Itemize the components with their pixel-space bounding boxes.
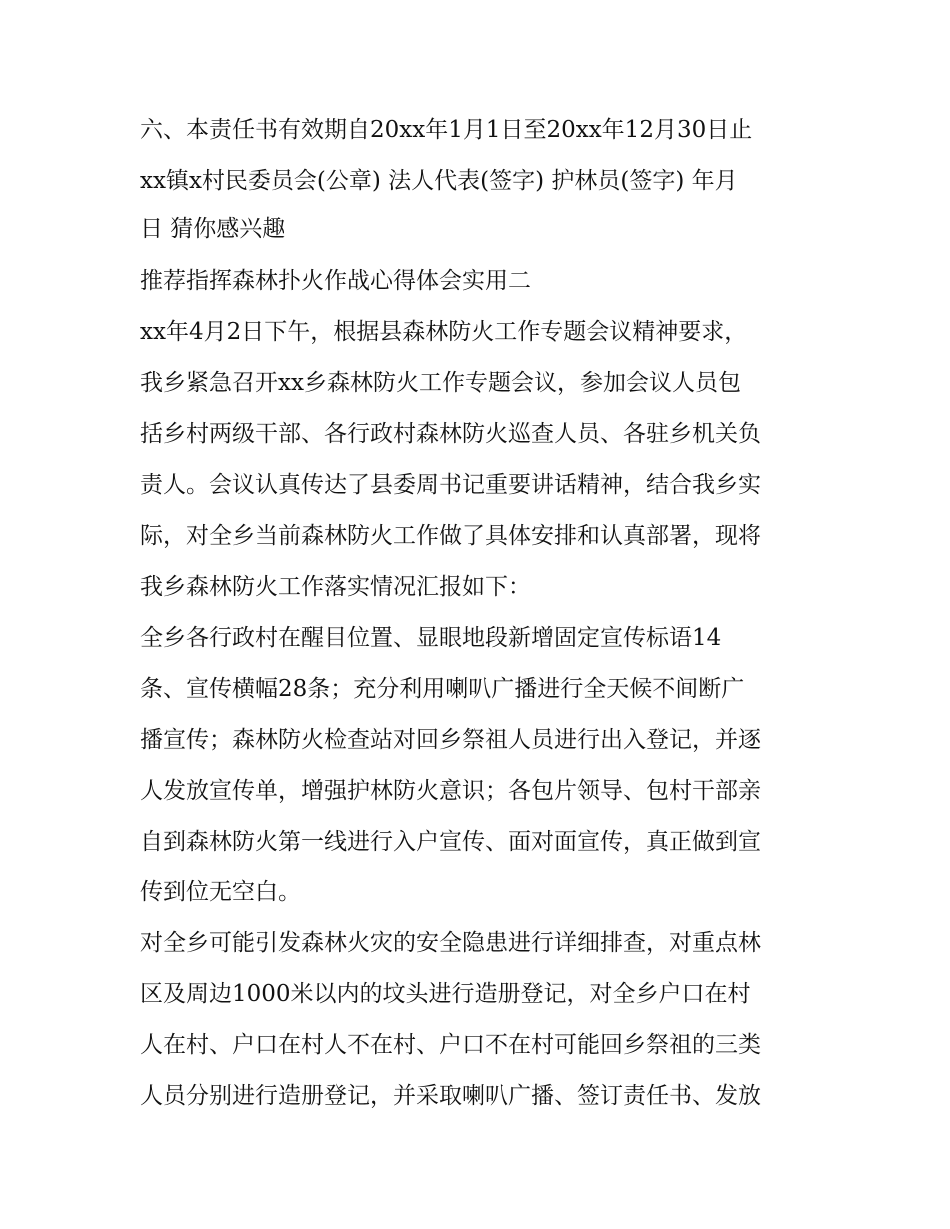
text-line: 括乡村两级干部、各行政村森林防火巡查人员、各驻乡机关负 bbox=[140, 421, 761, 447]
text-line: 我乡紧急召开xx乡森林防火工作专题会议，参加会议人员包 bbox=[140, 370, 741, 396]
text-line: xx年4月2日下午，根据县森林防火工作专题会议精神要求， bbox=[140, 319, 748, 345]
text-line: 播宣传；森林防火检查站对回乡祭祖人员进行出入登记，并逐 bbox=[140, 727, 761, 753]
text-line: 传到位无空白。 bbox=[140, 879, 301, 905]
text-line: 推荐指挥森林扑火作战心得体会实用二 bbox=[140, 268, 531, 294]
text-line: xx镇x村民委员会(公章) 法人代表(签字) 护林员(签字) 年月 bbox=[140, 168, 738, 194]
text-line: 我乡森林防火工作落实情况汇报如下： bbox=[140, 574, 531, 600]
text-line: 际，对全乡当前森林防火工作做了具体安排和认真部署，现将 bbox=[140, 523, 761, 549]
text-line: 人在村、户口在村人不在村、户口不在村可能回乡祭祖的三类 bbox=[140, 1032, 761, 1058]
text-line: 自到森林防火第一线进行入户宣传、面对面宣传，真正做到宣 bbox=[140, 829, 761, 855]
text-line: 日 猜你感兴趣 bbox=[140, 216, 286, 242]
text-line: 责人。会议认真传达了县委周书记重要讲话精神，结合我乡实 bbox=[140, 472, 761, 498]
text-line: 区及周边1000米以内的坟头进行造册登记，对全乡户口在村 bbox=[140, 981, 751, 1007]
text-line: 全乡各行政村在醒目位置、显眼地段新增固定宣传标语14 bbox=[140, 625, 722, 651]
text-line: 对全乡可能引发森林火灾的安全隐患进行详细排查，对重点林 bbox=[140, 930, 761, 956]
text-line: 人员分别进行造册登记，并采取喇叭广播、签订责任书、发放 bbox=[140, 1083, 761, 1109]
text-line: 六、本责任书有效期自20xx年1月1日至20xx年12月30日止 bbox=[140, 117, 753, 143]
text-line: 条、宣传横幅28条；充分利用喇叭广播进行全天候不间断广 bbox=[140, 676, 745, 702]
text-line: 人发放宣传单，增强护林防火意识；各包片领导、包村干部亲 bbox=[140, 778, 761, 804]
